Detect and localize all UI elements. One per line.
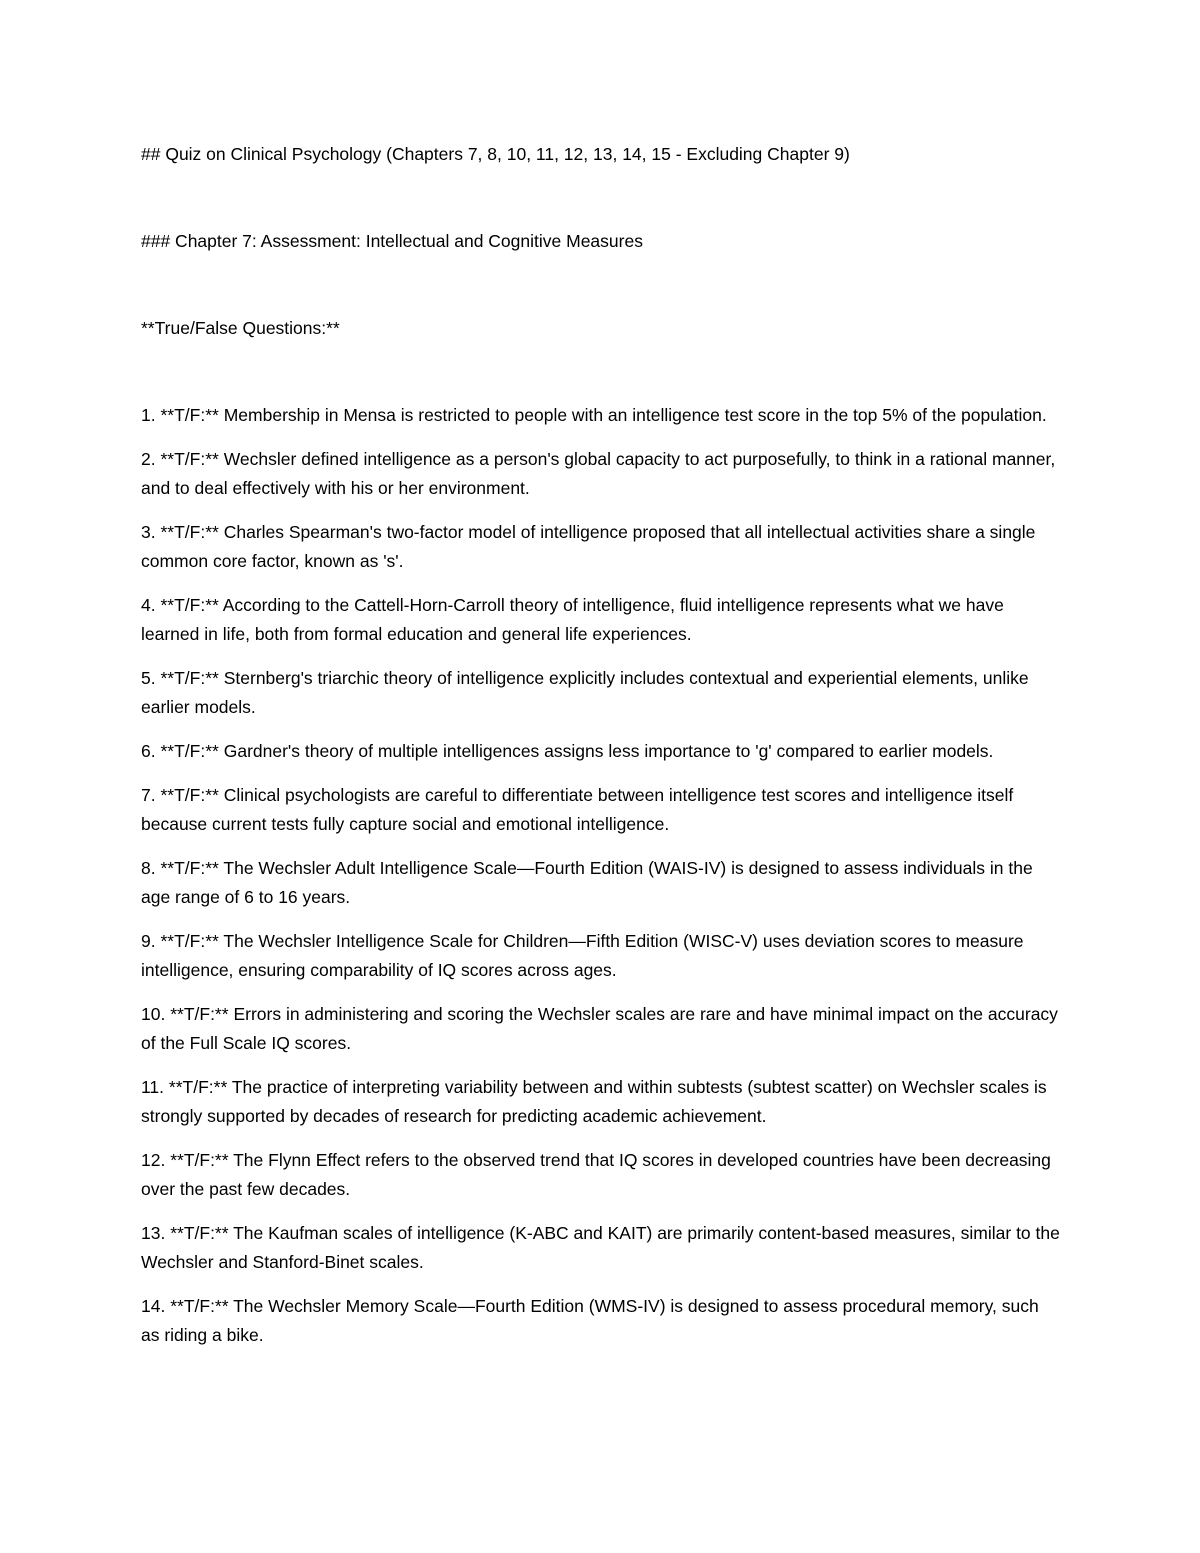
question-item — [141, 445, 1061, 503]
section-heading: **True/False Questions:** — [141, 318, 340, 338]
question-marker: **T/F:** — [170, 1004, 229, 1024]
question-item — [141, 927, 1061, 985]
document-body — [141, 140, 1065, 1365]
question-number: 11. — [141, 1077, 165, 1097]
question-item — [141, 781, 1061, 839]
question-item — [141, 591, 1061, 649]
question-text: The practice of interpreting variability between and within subtests (subtest scatter) on Wechsler scales is strongly supported by decades of research for predicting academic achievement. — [141, 1077, 1052, 1126]
question-marker: **T/F:** — [160, 449, 219, 469]
question-text: The Wechsler Adult Intelligence Scale—Fourth Edition (WAIS-IV) is designed to assess individuals in the age range of 6 to 16 years. — [141, 858, 1038, 907]
question-number: 13. — [141, 1223, 166, 1243]
question-number: 4. — [141, 595, 156, 615]
question-text: The Wechsler Memory Scale—Fourth Edition (WMS-IV) is designed to assess procedural memory, such as riding a bike. — [141, 1296, 1044, 1345]
question-marker: **T/F:** — [170, 1150, 229, 1170]
question-item — [141, 1219, 1065, 1277]
quiz-title: ## Quiz on Clinical Psychology (Chapters 7, 8, 10, 11, 12, 13, 14, 15 - Excluding Chapter 9) — [141, 144, 850, 164]
question-marker: **T/F:** — [160, 405, 219, 425]
question-number: 1. — [141, 405, 156, 425]
question-number: 10. — [141, 1004, 166, 1024]
question-number: 2. — [141, 449, 156, 469]
question-item — [141, 1000, 1061, 1058]
question-marker: **T/F:** — [160, 858, 219, 878]
question-item — [141, 401, 1061, 430]
question-list — [141, 401, 1065, 1350]
question-text: According to the Cattell-Horn-Carroll theory of intelligence, fluid intelligence represents what we have learned in life, both from formal education and general life experiences. — [141, 595, 1009, 644]
question-number: 9. — [141, 931, 156, 951]
question-item — [141, 518, 1061, 576]
question-item — [141, 854, 1061, 912]
question-text: Errors in administering and scoring the Wechsler scales are rare and have minimal impact on the accuracy of the Full Scale IQ scores. — [141, 1004, 1063, 1053]
question-item — [141, 1073, 1061, 1131]
question-number: 5. — [141, 668, 156, 688]
question-text: The Flynn Effect refers to the observed trend that IQ scores in developed countries have been decreasing over the past few decades. — [141, 1150, 1056, 1199]
question-item — [141, 737, 1061, 766]
question-marker: **T/F:** — [160, 741, 219, 761]
question-text: Gardner's theory of multiple intelligences assigns less importance to 'g' compared to earlier models. — [223, 741, 994, 761]
question-item — [141, 1292, 1061, 1350]
question-number: 6. — [141, 741, 156, 761]
question-number: 7. — [141, 785, 156, 805]
question-number: 3. — [141, 522, 156, 542]
question-marker: **T/F:** — [170, 1223, 229, 1243]
question-number: 14. — [141, 1296, 166, 1316]
chapter-heading: ### Chapter 7: Assessment: Intellectual and Cognitive Measures — [141, 231, 643, 251]
question-marker: **T/F:** — [168, 1077, 228, 1097]
question-marker: **T/F:** — [160, 668, 219, 688]
question-item — [141, 664, 1061, 722]
question-text: Clinical psychologists are careful to differentiate between intelligence test scores and intelligence itself because current tests fully capture social and emotional intelligence. — [141, 785, 1019, 834]
question-item — [141, 1146, 1061, 1204]
question-marker: **T/F:** — [160, 522, 219, 542]
question-text: Membership in Mensa is restricted to people with an intelligence test score in the top 5% of the population. — [223, 405, 1047, 425]
question-text: Sternberg's triarchic theory of intelligence explicitly includes contextual and experiential elements, unlike earlier models. — [141, 668, 1034, 717]
question-marker: **T/F:** — [170, 1296, 229, 1316]
question-text: The Wechsler Intelligence Scale for Children—Fifth Edition (WISC-V) uses deviation scores to measure intelligence, ensuring comparability of IQ scores across ages. — [141, 931, 1029, 980]
question-text: The Kaufman scales of intelligence (K-ABC and KAIT) are primarily content-based measures, similar to the Wechsler and Stanford-Binet scales. — [141, 1223, 1065, 1272]
question-marker: **T/F:** — [160, 931, 219, 951]
question-number: 12. — [141, 1150, 166, 1170]
question-text: Charles Spearman's two-factor model of intelligence proposed that all intellectual activities share a single common core factor, known as 's'. — [141, 522, 1041, 571]
question-text: Wechsler defined intelligence as a person's global capacity to act purposefully, to think in a rational manner, and to deal effectively with his or her environment. — [141, 449, 1061, 498]
question-marker: **T/F:** — [160, 595, 219, 615]
question-marker: **T/F:** — [160, 785, 219, 805]
question-number: 8. — [141, 858, 156, 878]
